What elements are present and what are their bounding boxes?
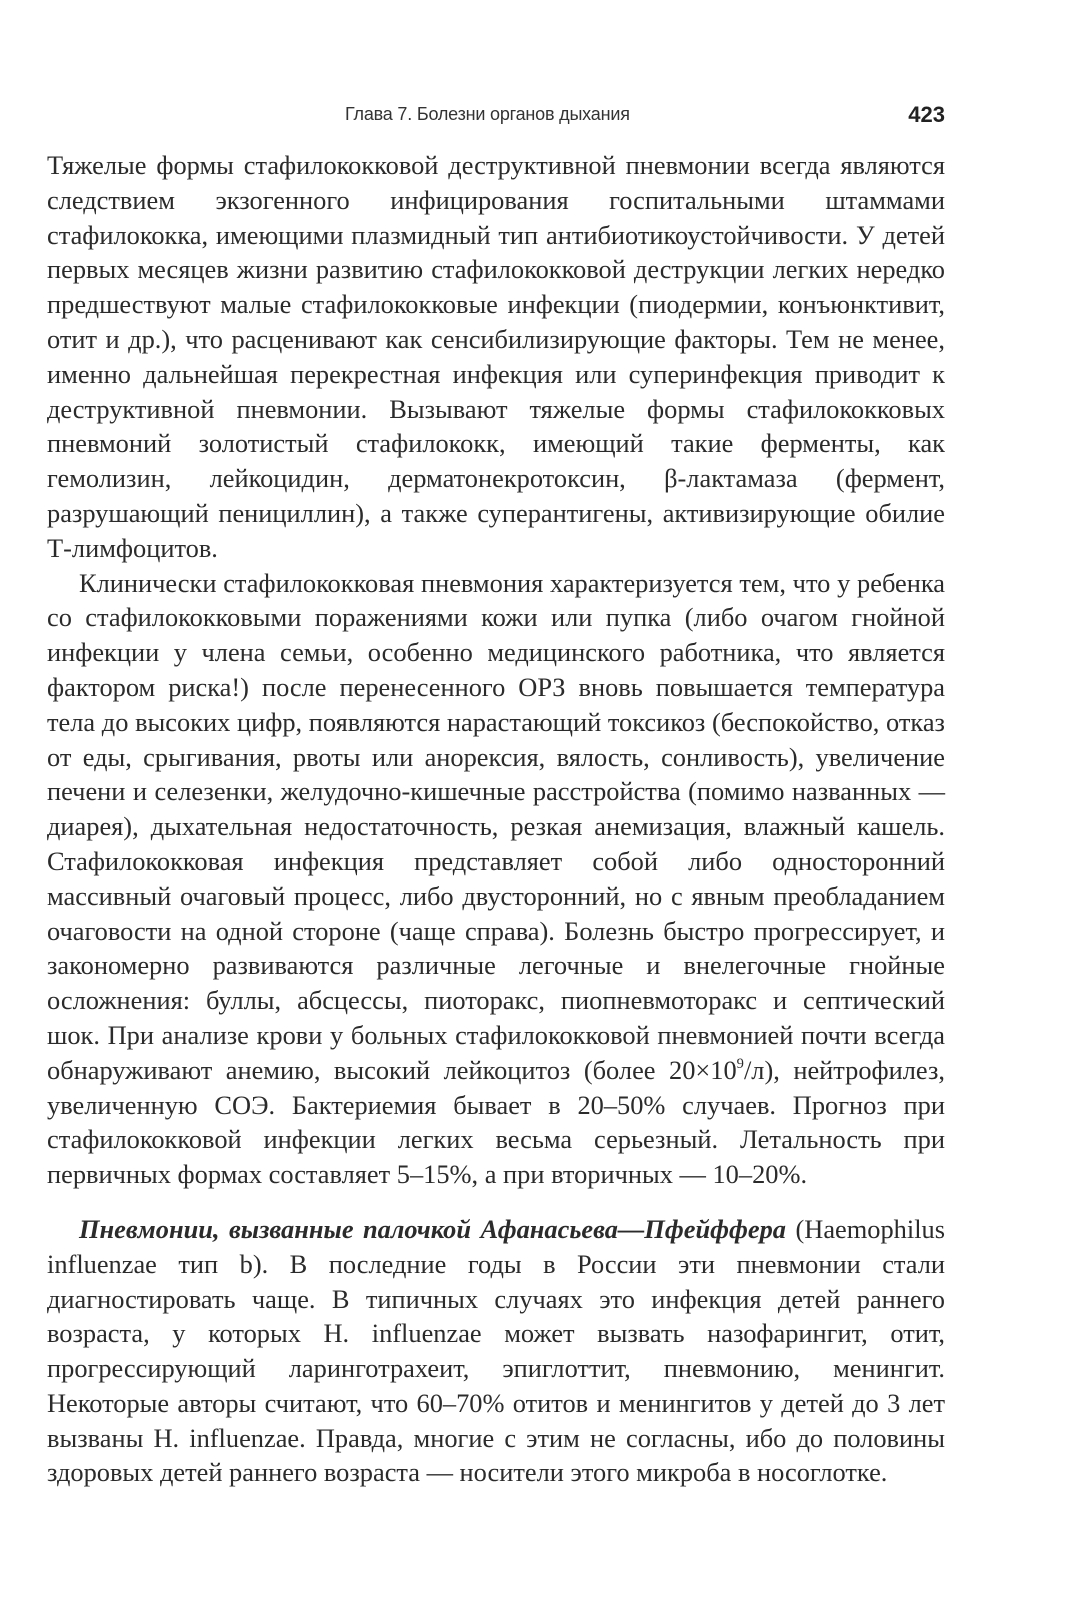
paragraph-text-part-1: Клинически стафилококковая пневмония характеризуется тем, что у ребенка со стафилококковыми поражениями кожи или пупка (либо очагом гнойной инфекции у члена семьи, особенно медицинского работника, что является фактором риска!) после перенесенного ОРЗ вновь повышается температура тела до высоких цифр, появляются нарастающий токсикоз (беспокойство, отказ от еды, срыгивания, рвоты или анорексия, вялость, сонливость), увеличение печени и селезенки, желудочно-кишечные расстройства (помимо названных — диарея), дыхательная недостаточность, резкая анемизация, влажный кашель. Стафилококковая инфекция представляет собой либо односторонний массивный очаговый процесс, либо двусторонний, но с явным преобладанием очаговости на одной стороне (чаще справа). Болезнь быстро прогрессирует, и закономерно развиваются различные легочные и внелегочные гнойные осложнения: буллы, абсцессы, пиоторакс, пиопневмоторакс и септический шок. При анализе крови у больных стафилококковой пневмонией почти всегда обнаруживают анемию, высокий лейкоцитоз (более 20×10	[47, 567, 945, 1085]
running-title: Глава 7. Болезни органов дыхания	[345, 104, 630, 124]
run-in-heading: Пневмонии, вызванные палочкой Афанасьева—Пфейффера	[79, 1213, 787, 1244]
running-head	[47, 104, 945, 130]
body-text	[47, 148, 945, 1490]
paragraph-haemophilus	[47, 1212, 945, 1490]
paragraph-staph-forms	[47, 148, 945, 566]
paragraph-text-part-2: /л), нейтрофилез, увеличенную СОЭ. Бактериемия бывает в 20–50% случаев. Прогноз при стафилококковой инфекции легких весьма серьезный. Летальность при первичных формах составляет 5–15%, а при вторичных — 10–20%.	[47, 1054, 945, 1190]
paragraph-text: Тяжелые формы стафилококковой деструктивной пневмонии всегда являются следствием экзогенного инфицирования госпитальными штаммами стафилококка, имеющими плазмидный тип антибиотикоустойчивости. У детей первых месяцев жизни развитию стафилококковой деструкции легких нередко предшествуют малые стафилококковые инфекции (пиодермии, конъюнктивит, отит и др.), что расценивают как сенсибилизирующие факторы. Тем не менее, именно дальнейшая перекрестная инфекция или суперинфекция приводит к деструктивной пневмонии. Вызывают тяжелые формы стафилококковых пневмоний золотистый стафилококк, имеющий такие ферменты, как гемолизин, лейкоцидин, дерматонекротоксин, β-лактамаза (фермент, разрушающий пенициллин), а также суперантигены, активизирующие обилие Т-лимфоцитов.	[47, 150, 945, 563]
paragraph-clinical-picture	[47, 566, 945, 1192]
page-number: 423	[908, 102, 945, 127]
superscript-exponent: 9	[736, 1055, 744, 1072]
paragraph-text: (Haemophilus influenzae тип b). В последние годы в России эти пневмонии стали диагностировать чаще. В типичных случаях это инфекция детей раннего возраста, у которых H. influenzae может вызвать назофарингит, отит, прогрессирующий ларинготрахеит, эпиглоттит, пневмонию, менингит. Некоторые авторы считают, что 60–70% отитов и менингитов у детей до 3 лет вызваны H. influenzae. Правда, многие с этим не согласны, ибо до половины здоровых детей раннего возраста — носители этого микроба в носоглотке.	[47, 1213, 945, 1488]
